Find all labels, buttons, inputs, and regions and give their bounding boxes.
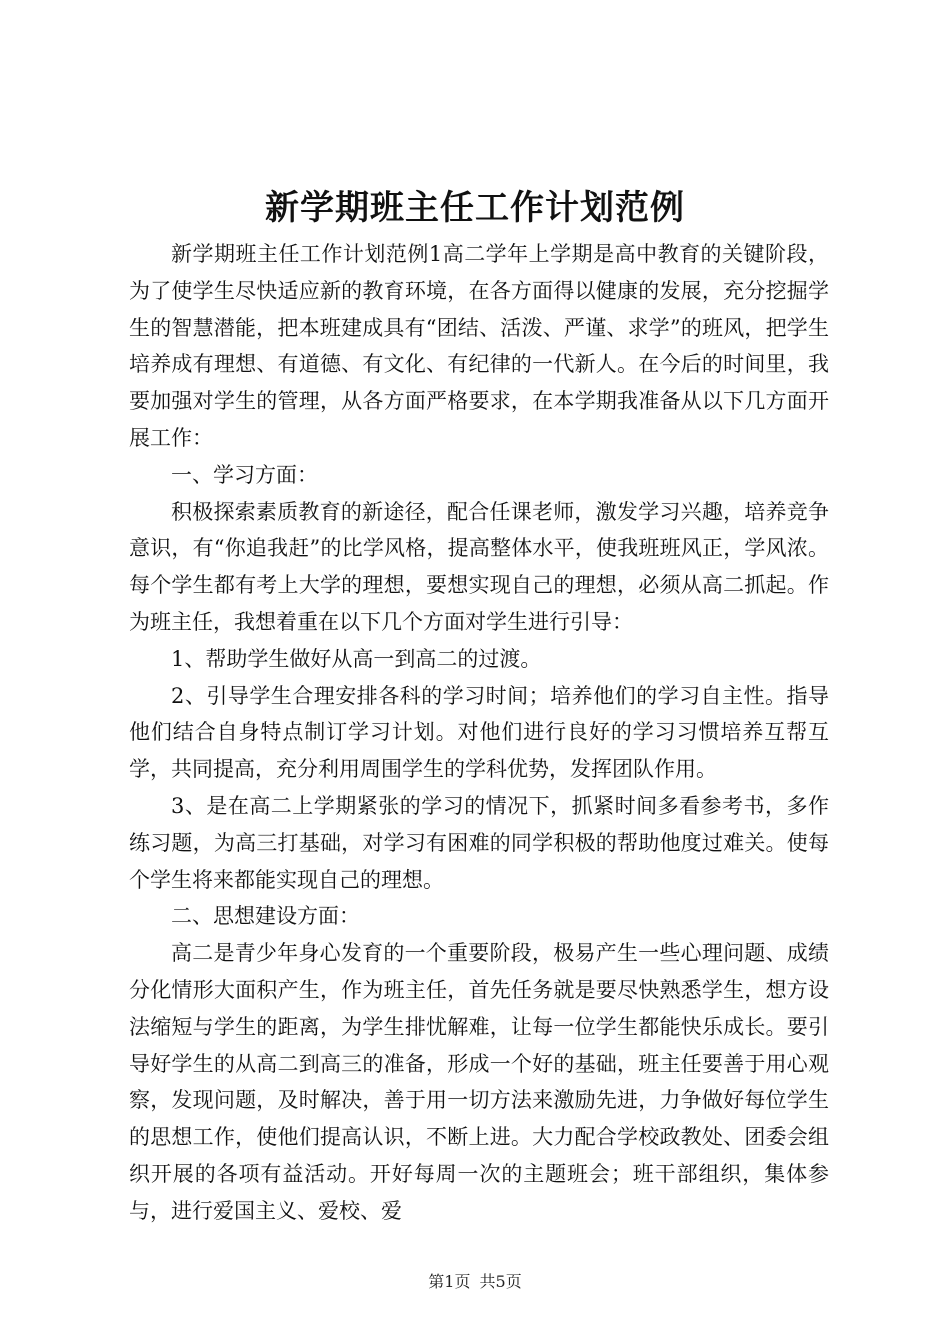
page-number: 第1页 [428, 1272, 471, 1291]
paragraph-intro: 新学期班主任工作计划范例1高二学年上学期是高中教育的关键阶段，为了使学生尽快适应新的教育环境，在各方面得以健康的发展，充分挖掘学生的智慧潜能，把本班建成具有“团结、活泼、严谨、求学”的班风，把学生培养成有理想、有道德、有文化、有纪律的一代新人。在今后的时间里，我要加强对学生的管理，从各方面严格要求，在本学期我准备从以下几方面开展工作： [129, 242, 829, 450]
paragraph-study: 积极探索素质教育的新途径，配合任课老师，激发学习兴趣，培养竞争意识，有“你追我赶”的比学风格，提高整体水平，使我班班风正，学风浓。每个学生都有考上大学的理想，要想实现自己的理想，必须从高二抓起。作为班主任，我想着重在以下几个方面对学生进行引导： [129, 499, 829, 634]
document-title: 新学期班主任工作计划范例 [265, 188, 685, 228]
list-item-1: 1、帮助学生做好从高一到高二的过渡。 [171, 646, 542, 671]
section-heading-study: 一、学习方面： [171, 462, 318, 487]
page-footer [0, 1271, 950, 1293]
section-heading-ideology: 二、思想建设方面： [171, 904, 360, 929]
page-total: 共5页 [479, 1272, 522, 1291]
list-item-3: 3、是在高二上学期紧张的学习的情况下，抓紧时间多看参考书，多作练习题，为高三打基础，对学习有困难的同学积极的帮助他度过难关。使每个学生将来都能实现自己的理想。 [129, 793, 829, 892]
document-body [129, 236, 829, 1230]
list-item-2: 2、引导学生合理安排各科的学习时间；培养他们的学习自主性。指导他们结合自身特点制订学习计划。对他们进行良好的学习习惯培养互帮互学，共同提高，充分利用周围学生的学科优势，发挥团队作用。 [129, 683, 829, 782]
paragraph-ideology: 高二是青少年身心发育的一个重要阶段，极易产生一些心理问题、成绩分化情形大面积产生，作为班主任，首先任务就是要尽快熟悉学生，想方设法缩短与学生的距离，为学生排忧解难，让每一位学生都能快乐成长。要引导好学生的从高二到高三的准备，形成一个好的基础，班主任要善于用心观察，发现问题，及时解决，善于用一切方法来激励先进，力争做好每位学生的思想工作，使他们提高认识，不断上进。大力配合学校政教处、团委会组织开展的各项有益活动。开好每周一次的主题班会；班干部组织，集体参与，进行爱国主义、爱校、爱 [129, 941, 829, 1223]
